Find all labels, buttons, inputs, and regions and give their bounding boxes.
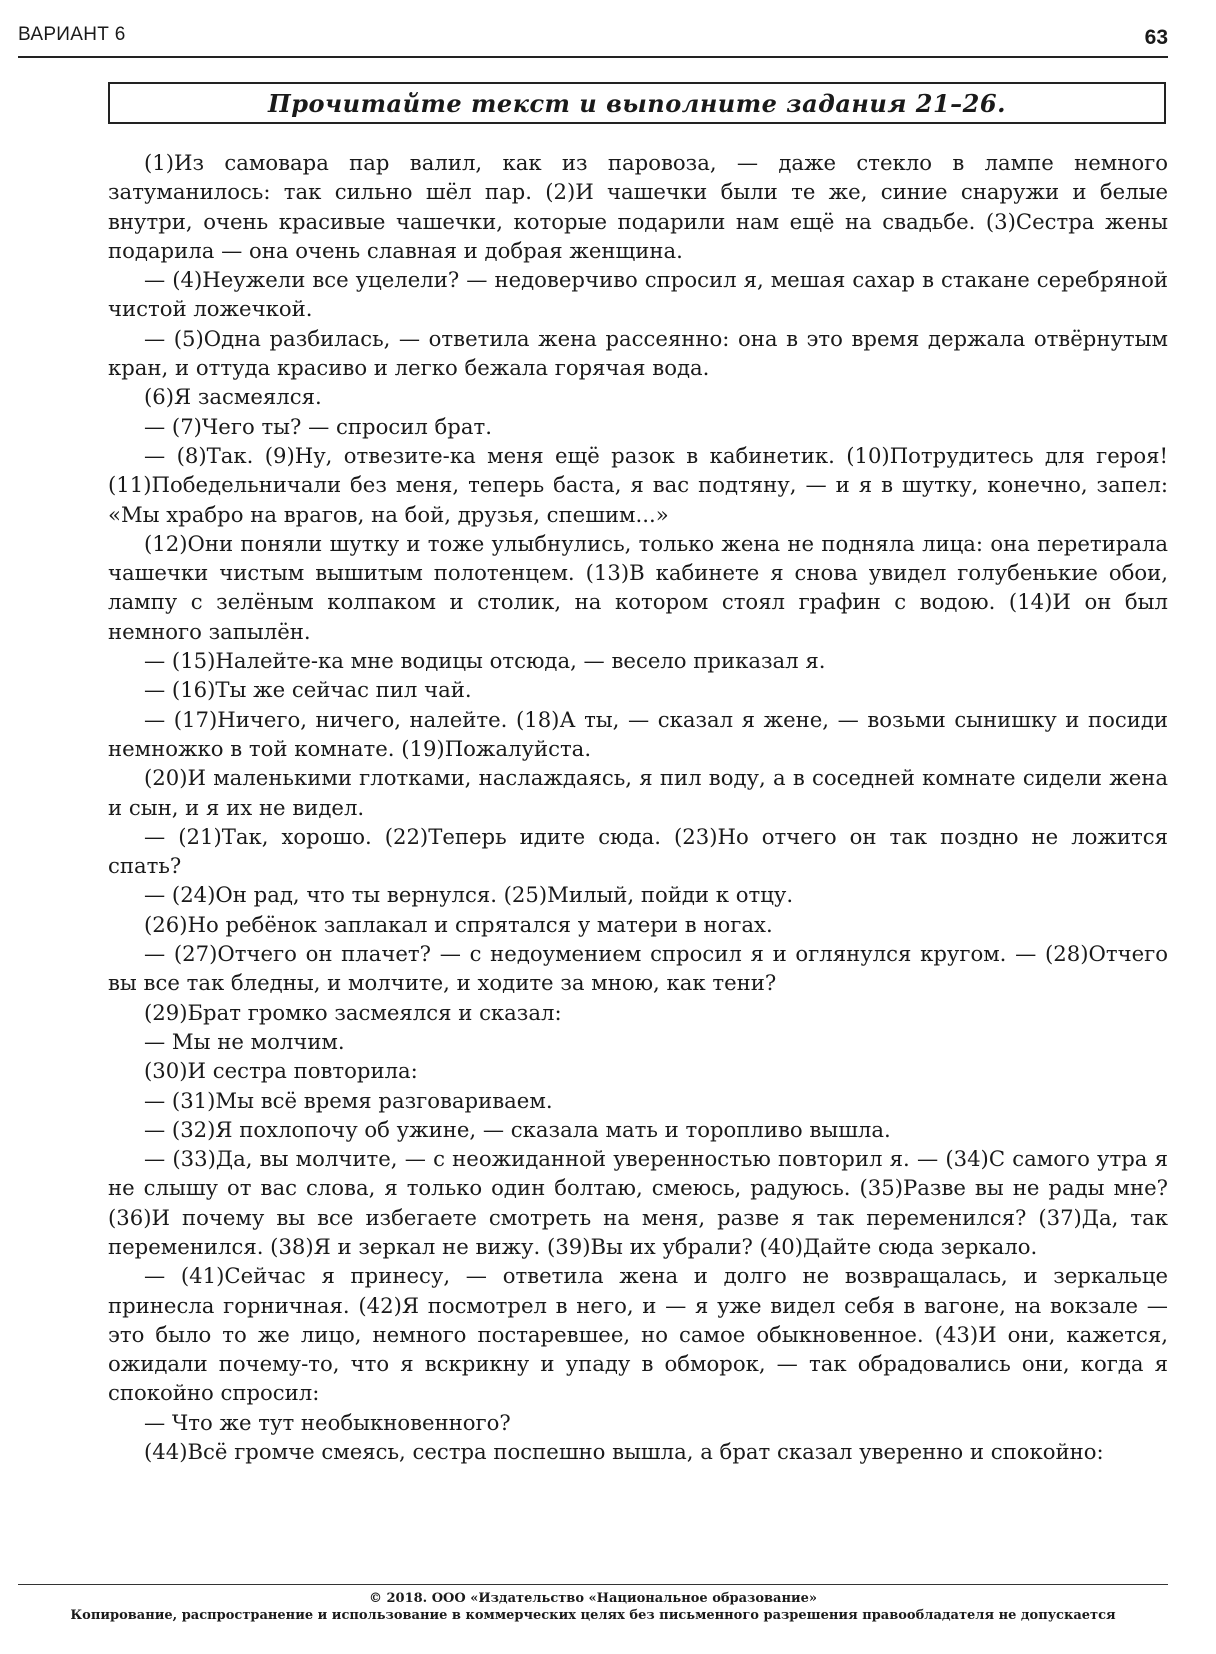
task-heading: Прочитайте текст и выполните задания 21–26. [268,88,1006,118]
paragraph-6: — (8)Так. (9)Ну, отвезите-ка меня ещё разок в кабинетик. (10)Потрудитесь для героя! (11)Победельничали без меня, теперь баста, я вас подтяну, — и я в шутку, конечно, запел: «Мы храбро на врагов, на бой, друзья, спешим...» [108,442,1168,527]
paragraph-8: — (15)Налейте-ка мне водицы отсюда, — весело приказал я. [144,648,826,674]
paragraph-16: (29)Брат громко засмеялся и сказал: [144,999,562,1025]
paragraph-10: — (17)Ничего, ничего, налейте. (18)А ты, — сказал я жене, — возьми сынишку и посиди немножко в той комнате. (19)Пожалуйста. [108,706,1168,761]
paragraph-14: (26)Но ребёнок заплакал и спрятался у матери в ногах. [144,911,773,937]
paragraph-7: (12)Они поняли шутку и тоже улыбнулись, только жена не подняла лица: она перетирала чашечки чистым вышитым полотенцем. (13)В кабинете я снова увидел голубенькие обои, лампу с зелёным колпаком и столик, на котором стоял графин с водою. (14)И он был немного запылён. [108,530,1168,644]
paragraph-3: — (5)Одна разбилась, — ответила жена рассеянно: она в это время держала отвёрнутым кран, и оттуда красиво и легко бежала горячая вода. [108,325,1168,381]
paragraph-19: — (31)Мы всё время разговариваем. [144,1087,553,1113]
paragraph-23: — Что же тут необыкновенного? [144,1409,511,1435]
paragraph-18: (30)И сестра повторила: [144,1058,418,1084]
variant-label: ВАРИАНТ 6 [18,24,126,45]
copyright-line: © 2018. ООО «Издательство «Национальное образование» [368,1591,818,1606]
paragraph-9: — (16)Ты же сейчас пил чай. [144,677,472,703]
paragraph-15: — (27)Отчего он плачет? — с недоумением спросил я и оглянулся кругом. — (28)Отчего вы все так бледны, и молчите, и ходите за мною, как тени? [108,941,1168,996]
paragraph-11: (20)И маленькими глотками, наслаждаясь, я пил воду, а в соседней комнате сидели жена и сын, и я их не видел. [108,765,1168,820]
paragraph-17: — Мы не молчим. [144,1028,345,1054]
paragraph-4: (6)Я засмеялся. [144,384,322,410]
paragraph-5: — (7)Чего ты? — спросил брат. [144,413,492,439]
footer-divider [18,1584,1168,1585]
paragraph-12: — (21)Так, хорошо. (22)Теперь идите сюда. (23)Но отчего он так поздно не ложится спать? [108,823,1168,879]
page-header [18,22,1168,58]
reading-passage [108,148,1168,1466]
task-heading-box [108,82,1166,124]
paragraph-20: — (32)Я похлопочу об ужине, — сказала мать и торопливо вышла. [144,1116,891,1142]
copyright-notice: Копирование, распространение и использование в коммерческих целях без письменного разрешения правообладателя не допускается [70,1608,1116,1623]
paragraph-2: — (4)Неужели все уцелели? — недоверчиво спросил я, мешая сахар в стакане серебряной чистой ложечкой. [108,267,1168,322]
page-footer [18,1590,1168,1624]
paragraph-1: (1)Из самовара пар валил, как из паровоза, — даже стекло в лампе немного затуманилось: так сильно шёл пар. (2)И чашечки были те же, синие снаружи и белые внутри, очень красивые чашечки, которые подарили нам ещё на свадьбе. (3)Сестра жены подарила — она очень славная и добрая женщина. [108,150,1168,263]
paragraph-24: (44)Всё громче смеясь, сестра поспешно вышла, а брат сказал уверенно и спокойно: [144,1439,1104,1465]
paragraph-21: — (33)Да, вы молчите, — с неожиданной уверенностью повторил я. — (34)С самого утра я не слышу от вас слова, я только один болтаю, смеюсь, радуюсь. (35)Разве вы не рады мне? (36)И почему вы все избегаете смотреть на меня, разве я так переменился? (37)Да, так переменился. (38)Я и зеркал не вижу. (39)Вы их убрали? (40)Дайте сюда зеркало. [108,1146,1168,1259]
page-number: 63 [1144,26,1168,49]
paragraph-13: — (24)Он рад, что ты вернулся. (25)Милый, пойди к отцу. [144,882,794,908]
paragraph-22: — (41)Сейчас я принесу, — ответила жена и долго не возвращалась, и зеркальце принесла горничная. (42)Я посмотрел в него, и — я уже видел себя в вагоне, на вокзале — это было то же лицо, немного постаревшее, но самое обыкновенное. (43)И они, кажется, ожидали почему-то, что я вскрикну и упаду в обморок, — так обрадовались они, когда я спокойно спросил: [108,1263,1168,1406]
